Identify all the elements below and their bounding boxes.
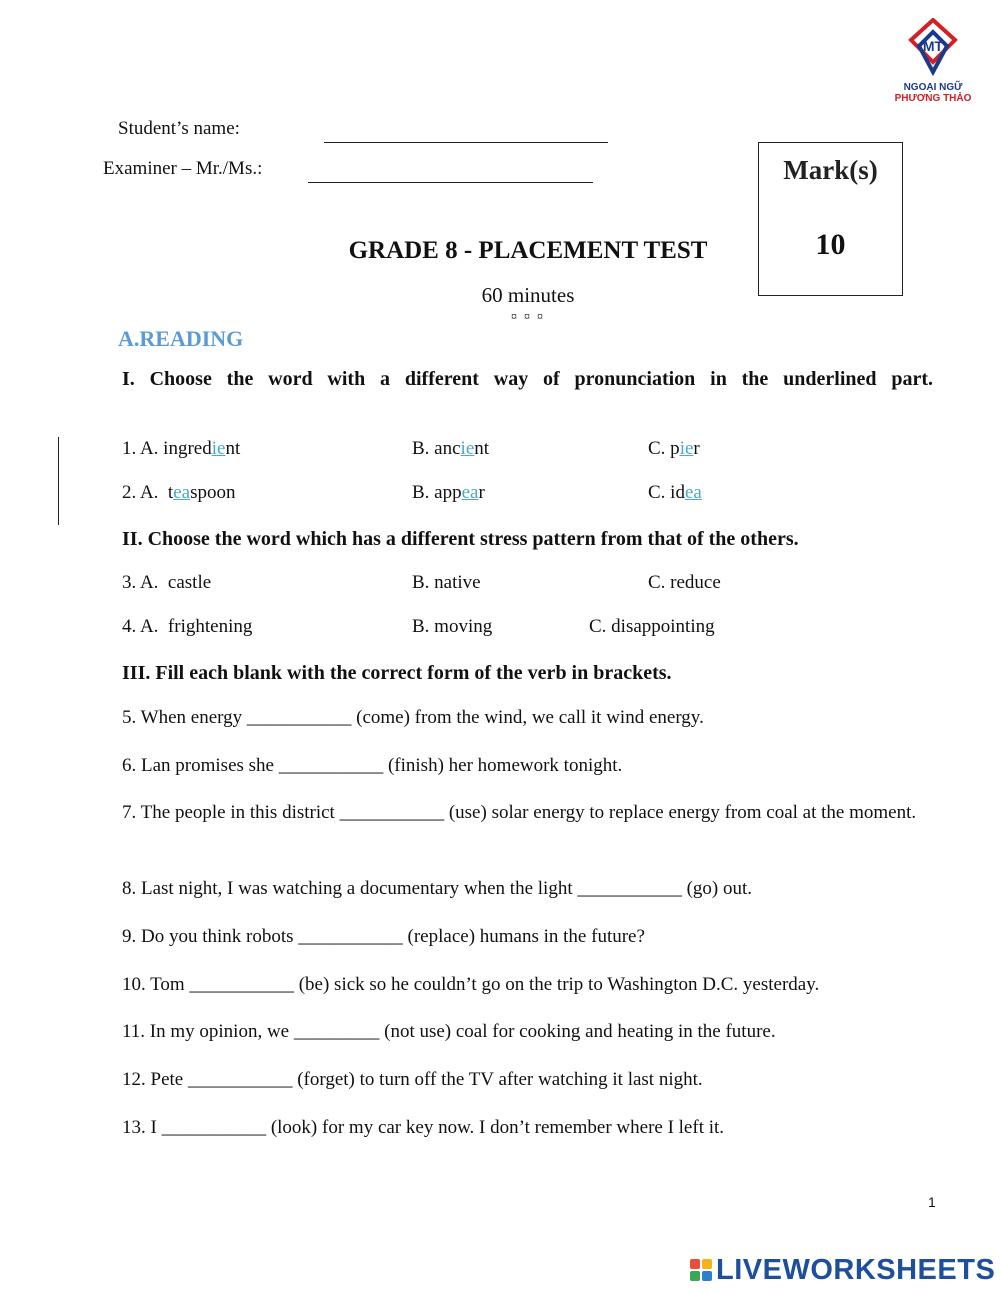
- test-duration: 60 minutes: [481, 283, 575, 307]
- change-bar: [58, 437, 59, 525]
- question-6: 6. Lan promises she ___________ (finish) her homework tonight.: [122, 755, 623, 776]
- page-title: GRADE 8 - PLACEMENT TEST: [348, 237, 708, 264]
- mark-label: Mark(s): [783, 155, 878, 185]
- svg-text:MT: MT: [922, 38, 944, 54]
- part3-heading: III. Fill each blank with the correct form of the verb in brackets.: [122, 662, 672, 684]
- examiner-label: Examiner – Mr./Ms.:: [103, 158, 263, 179]
- q1-option-a[interactable]: 1. A. ingredient: [122, 438, 241, 459]
- liveworksheets-brand[interactable]: [690, 1252, 995, 1288]
- question-12: 12. Pete ___________ (forget) to turn off the TV after watching it last night.: [122, 1069, 703, 1090]
- ornament: ¤ ¤ ¤: [511, 309, 545, 323]
- mark-box: [758, 142, 903, 296]
- part2-heading: II. Choose the word which has a different stress pattern from that of the others.: [122, 528, 799, 550]
- section-reading: A.READING: [118, 326, 244, 351]
- q3-option-c[interactable]: C. reduce: [648, 572, 721, 593]
- logo-emblem-icon: [907, 18, 959, 80]
- brand-cubes-icon: [690, 1259, 712, 1281]
- mark-value: 10: [815, 228, 846, 261]
- q1-option-b[interactable]: B. ancient: [412, 438, 490, 459]
- q4-option-b[interactable]: B. moving: [412, 616, 493, 637]
- q4-option-c[interactable]: C. disappointing: [589, 616, 715, 637]
- brand-wordmark: LIVEWORKSHEETS: [716, 1253, 996, 1286]
- student-name-field[interactable]: [324, 120, 608, 143]
- examiner-field[interactable]: [308, 160, 593, 183]
- question-10: 10. Tom ___________ (be) sick so he couldn’t go on the trip to Washington D.C. yesterday.: [122, 974, 820, 995]
- question-11: 11. In my opinion, we _________ (not use) coal for cooking and heating in the future.: [122, 1021, 776, 1042]
- student-name-label: Student’s name:: [118, 118, 240, 139]
- q2-option-b[interactable]: B. appear: [412, 482, 485, 503]
- question-8: 8. Last night, I was watching a documentary when the light ___________ (go) out.: [122, 878, 753, 899]
- q2-option-a[interactable]: 2. A. teaspoon: [122, 482, 236, 503]
- q3-option-a[interactable]: 3. A. castle: [122, 572, 212, 593]
- q1-option-c[interactable]: C. pier: [648, 438, 700, 459]
- q3-option-b[interactable]: B. native: [412, 572, 481, 593]
- question-9: 9. Do you think robots ___________ (replace) humans in the future?: [122, 926, 645, 947]
- school-logo: [888, 18, 978, 116]
- logo-line-2: PHƯƠNG THẢO: [894, 93, 972, 104]
- question-13: 13. I ___________ (look) for my car key now. I don’t remember where I left it.: [122, 1117, 725, 1138]
- logo-line-1: NGOẠI NGỮ: [903, 82, 963, 93]
- part1-heading: I. Choose the word with a different way of pronunciation in the underlined part.: [122, 368, 933, 390]
- q4-option-a[interactable]: 4. A. frightening: [122, 616, 253, 637]
- q2-option-c[interactable]: C. idea: [648, 482, 702, 503]
- question-7: 7. The people in this district ___________ (use) solar energy to replace energy from coal at the moment.: [122, 802, 917, 823]
- question-5: 5. When energy ___________ (come) from the wind, we call it wind energy.: [122, 707, 704, 728]
- page-number: 1: [928, 1194, 936, 1210]
